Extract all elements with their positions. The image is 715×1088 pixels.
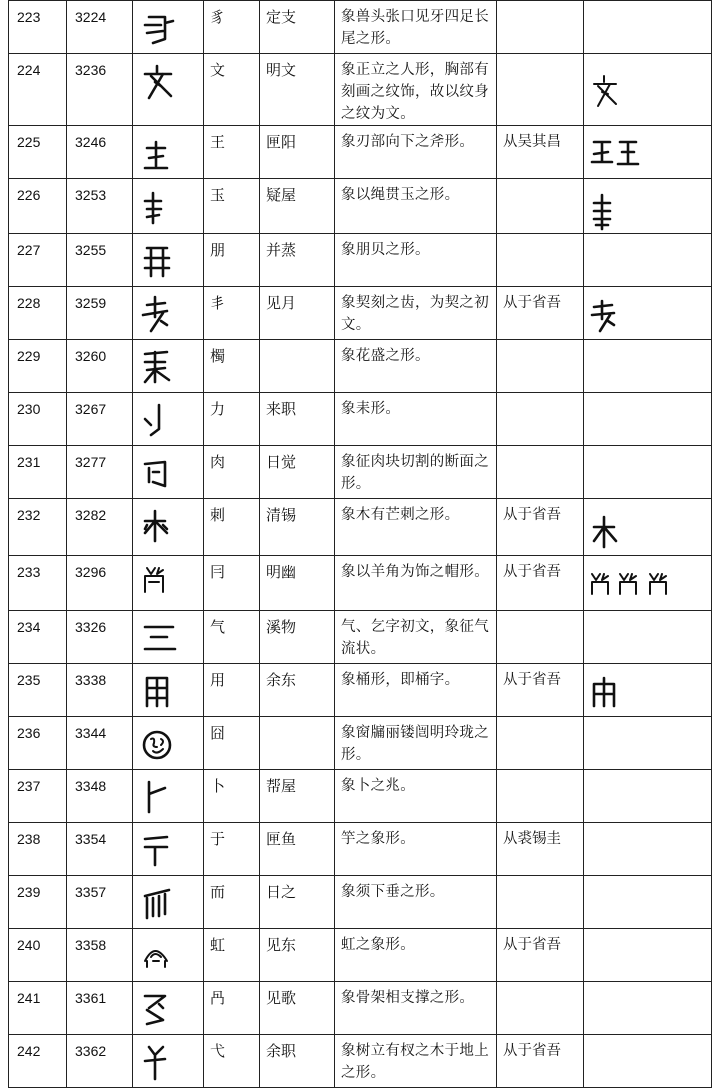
modern-character: 玉 [204,179,260,234]
table-row [9,611,712,664]
glyph-explanation: 象木有芒刺之形。 [335,499,497,556]
fanqie-reading: 并蒸 [260,234,335,287]
oracle-glyph-peng-icon [141,242,181,282]
oracle-glyph-wen-icon [141,62,181,102]
row-number: 237 [9,770,67,823]
catalog-code: 3260 [67,340,133,393]
modern-character: 㯮 [204,340,260,393]
catalog-code: 3326 [67,611,133,664]
modern-character: 囧 [204,717,260,770]
table-row [9,446,712,499]
table-body [9,1,712,1088]
glyph-explanation: 象窗牖丽镂闿明玲珑之形。 [335,717,497,770]
scholar-source [497,876,584,929]
table-row [9,179,712,234]
fanqie-reading: 明幽 [260,556,335,611]
row-number: 227 [9,234,67,287]
glyph-explanation: 象耒形。 [335,393,497,446]
oracle-glyph-mao-icon [141,564,181,604]
scholar-source [497,54,584,126]
modern-character: 丯 [204,287,260,340]
table-row [9,770,712,823]
catalog-code: 3348 [67,770,133,823]
table-row [9,126,712,179]
fanqie-reading: 日觉 [260,446,335,499]
glyph-explanation: 象花盛之形。 [335,340,497,393]
fanqie-reading: 日之 [260,876,335,929]
oracle-variant-yu-icon [590,193,630,233]
table-row [9,823,712,876]
catalog-code: 3267 [67,393,133,446]
fanqie-reading: 来职 [260,393,335,446]
oracle-glyph-bu-icon [141,778,181,818]
scholar-source [497,770,584,823]
catalog-code: 3246 [67,126,133,179]
glyph-explanation: 象朋贝之形。 [335,234,497,287]
row-number: 235 [9,664,67,717]
scholar-source [497,179,584,234]
oracle-character-table [8,0,712,1088]
glyph-explanation: 象兽头张口见牙四足长尾之形。 [335,1,497,54]
row-number: 234 [9,611,67,664]
row-number: 236 [9,717,67,770]
catalog-code: 3296 [67,556,133,611]
row-number: 239 [9,876,67,929]
oracle-glyph-er-icon [141,884,181,924]
oracle-glyph-yong-icon [141,672,181,712]
catalog-code: 3224 [67,1,133,54]
oracle-glyph-hua-icon [141,348,181,388]
oracle-variant-yong-icon [590,676,630,716]
oracle-glyph-qi-icon [141,619,181,659]
scholar-source [497,717,584,770]
table-row [9,556,712,611]
oracle-glyph-gua-icon [141,990,181,1030]
catalog-code: 3277 [67,446,133,499]
catalog-code: 3358 [67,929,133,982]
modern-character: 王 [204,126,260,179]
table-row [9,717,712,770]
oracle-variant-jie-icon [590,299,630,339]
oracle-glyph-li-icon [141,401,181,441]
catalog-code: 3236 [67,54,133,126]
table-row [9,664,712,717]
table-row [9,287,712,340]
row-number: 228 [9,287,67,340]
row-number: 233 [9,556,67,611]
modern-character: 冃 [204,556,260,611]
glyph-explanation: 象桶形，即桶字。 [335,664,497,717]
glyph-explanation: 象须下垂之形。 [335,876,497,929]
oracle-glyph-wang-icon [141,134,181,174]
catalog-code: 3344 [67,717,133,770]
fanqie-reading: 清锡 [260,499,335,556]
table-row [9,499,712,556]
row-number: 230 [9,393,67,446]
table-row [9,876,712,929]
oracle-variant-wang-icon [590,132,650,172]
modern-character: 豸 [204,1,260,54]
oracle-glyph-hong-icon [141,937,181,977]
table-row [9,393,712,446]
fanqie-reading: 疑屋 [260,179,335,234]
row-number: 240 [9,929,67,982]
scholar-source: 从裘锡圭 [497,823,584,876]
glyph-explanation: 象树立有杈之木于地上之形。 [335,1035,497,1088]
modern-character: 用 [204,664,260,717]
row-number: 231 [9,446,67,499]
fanqie-reading: 明文 [260,54,335,126]
oracle-glyph-rou-icon [141,454,181,494]
modern-character: 力 [204,393,260,446]
row-number: 229 [9,340,67,393]
oracle-variant-ci-icon [590,515,630,555]
catalog-code: 3357 [67,876,133,929]
fanqie-reading [260,340,335,393]
scholar-source [497,1,584,54]
glyph-explanation: 虹之象形。 [335,929,497,982]
table-row [9,982,712,1035]
fanqie-reading: 溪物 [260,611,335,664]
catalog-code: 3354 [67,823,133,876]
glyph-explanation: 象征肉块切割的断面之形。 [335,446,497,499]
glyph-explanation: 竽之象形。 [335,823,497,876]
table-row [9,1,712,54]
fanqie-reading: 帮屋 [260,770,335,823]
scholar-source: 从于省吾 [497,287,584,340]
glyph-explanation: 象契刻之齿，为契之初文。 [335,287,497,340]
row-number: 224 [9,54,67,126]
catalog-code: 3253 [67,179,133,234]
modern-character: 文 [204,54,260,126]
fanqie-reading [260,717,335,770]
glyph-explanation: 气、乞字初文，象征气流状。 [335,611,497,664]
row-number: 238 [9,823,67,876]
modern-character: 卜 [204,770,260,823]
scholar-source: 从于省吾 [497,499,584,556]
oracle-glyph-yu-icon [141,187,181,227]
fanqie-reading: 见月 [260,287,335,340]
glyph-explanation: 象骨架相支撑之形。 [335,982,497,1035]
glyph-explanation: 象卜之兆。 [335,770,497,823]
scholar-source: 从于省吾 [497,1035,584,1088]
fanqie-reading: 匣鱼 [260,823,335,876]
modern-character: 朋 [204,234,260,287]
fanqie-reading: 余东 [260,664,335,717]
fanqie-reading: 定支 [260,1,335,54]
catalog-code: 3259 [67,287,133,340]
table-row [9,340,712,393]
scholar-source: 从于省吾 [497,929,584,982]
catalog-code: 3361 [67,982,133,1035]
oracle-glyph-yi-icon [141,1043,181,1083]
fanqie-reading: 余职 [260,1035,335,1088]
modern-character: 冎 [204,982,260,1035]
table-row [9,1035,712,1088]
modern-character: 弋 [204,1035,260,1088]
row-number: 226 [9,179,67,234]
oracle-variant-wen-icon [590,74,630,114]
fanqie-reading: 见东 [260,929,335,982]
table-row [9,234,712,287]
row-number: 241 [9,982,67,1035]
fanqie-reading: 匣阳 [260,126,335,179]
catalog-code: 3362 [67,1035,133,1088]
row-number: 232 [9,499,67,556]
oracle-glyph-zhi-icon [141,9,181,49]
scholar-source [497,340,584,393]
modern-character: 肉 [204,446,260,499]
oracle-glyph-ci-icon [141,507,181,547]
glyph-explanation: 象正立之人形，胸部有刻画之纹饰，故以纹身之纹为文。 [335,54,497,126]
catalog-code: 3255 [67,234,133,287]
modern-character: 而 [204,876,260,929]
scholar-source: 从于省吾 [497,664,584,717]
modern-character: 刺 [204,499,260,556]
modern-character: 气 [204,611,260,664]
scholar-source: 从于省吾 [497,556,584,611]
modern-character: 于 [204,823,260,876]
fanqie-reading: 见歌 [260,982,335,1035]
oracle-glyph-yu2-icon [141,831,181,871]
table-row [9,929,712,982]
row-number: 223 [9,1,67,54]
table-row [9,54,712,126]
oracle-glyph-jie-icon [141,295,181,335]
scholar-source: 从吴其昌 [497,126,584,179]
catalog-code: 3282 [67,499,133,556]
oracle-glyph-jiong-icon [141,725,181,765]
scholar-source [497,982,584,1035]
scholar-source [497,611,584,664]
row-number: 242 [9,1035,67,1088]
oracle-variant-mao-icon [590,570,680,610]
scholar-source [497,446,584,499]
glyph-explanation: 象以羊角为饰之帽形。 [335,556,497,611]
scholar-source [497,234,584,287]
glyph-explanation: 象以绳贯玉之形。 [335,179,497,234]
catalog-code: 3338 [67,664,133,717]
row-number: 225 [9,126,67,179]
modern-character: 虹 [204,929,260,982]
glyph-explanation: 象刃部向下之斧形。 [335,126,497,179]
scholar-source [497,393,584,446]
